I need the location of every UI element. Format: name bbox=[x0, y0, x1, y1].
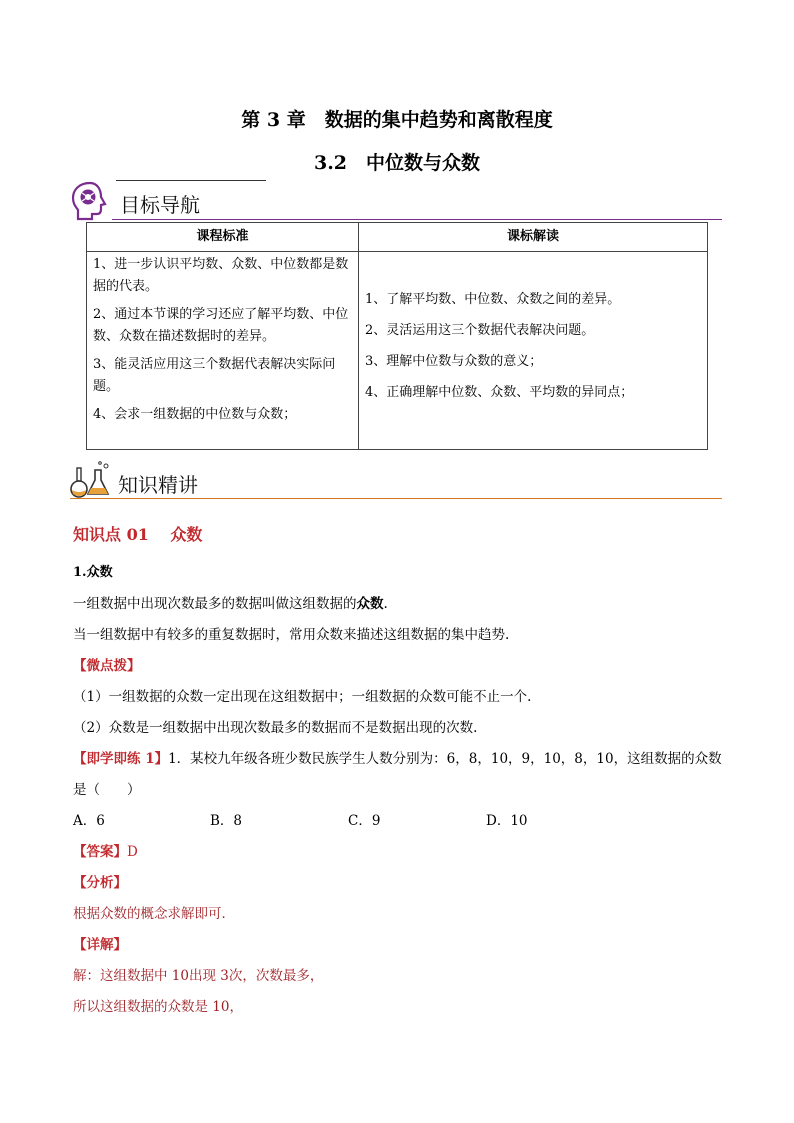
table-row bbox=[87, 252, 708, 450]
interpretation-item: 3、理解中位数与众数的意义； bbox=[365, 353, 543, 369]
standard-item: 4、会求一组数据的中位数与众数； bbox=[93, 407, 297, 422]
goals-section-header bbox=[70, 180, 722, 222]
goals-table bbox=[86, 222, 708, 450]
table-header-interpretation: 课标解读 bbox=[359, 223, 708, 252]
goals-heading: 目标导航 bbox=[120, 193, 200, 217]
analysis-text: 根据众数的概念求解即可． bbox=[73, 906, 235, 922]
flask-icon bbox=[70, 460, 112, 500]
header-top-rule bbox=[116, 180, 266, 181]
exercise-text-continued: 是（ ） bbox=[73, 782, 141, 798]
interpretation-item: 4、正确理解中位数、众数、平均数的异同点； bbox=[365, 384, 634, 400]
answer-label: 【答案】 bbox=[73, 844, 127, 860]
exercise-label: 【即学即练 1】 bbox=[73, 751, 169, 767]
detail-line-1: 解：这组数据中 10出现 3次，次数最多， bbox=[73, 968, 324, 984]
exercise-text: 1．某校九年级各班少数民族学生人数分别为：6，8，10，9，10，8，10，这组数据的众数 bbox=[168, 751, 722, 767]
exercise-line bbox=[73, 747, 722, 767]
knowledge-point-title: 知识点 01 众数 bbox=[73, 525, 203, 544]
definition-1-term: 众数 bbox=[356, 596, 384, 612]
interpretation-item: 2、灵活运用这三个数据代表解决问题。 bbox=[365, 322, 595, 338]
definition-1 bbox=[73, 592, 388, 612]
tip-2: （2）众数是一组数据中出现次数最多的数据而不是数据出现的次数. bbox=[73, 720, 478, 736]
goals-rule bbox=[112, 219, 722, 220]
definition-1-text: 一组数据中出现次数最多的数据叫做这组数据的 bbox=[73, 596, 357, 612]
standard-item: 1、进一步认识平均数、众数、中位数都是数据的代表。 bbox=[93, 257, 349, 294]
tip-label: 【微点拨】 bbox=[73, 658, 141, 674]
interpretation-item: 1、了解平均数、中位数、众数之间的差异。 bbox=[365, 291, 621, 307]
detail-line-2: 所以这组数据的众数是 10， bbox=[73, 999, 243, 1015]
answer-line bbox=[73, 840, 138, 860]
standard-item: 3、能灵活应用这三个数据代表解决实际问题。 bbox=[93, 357, 336, 394]
standard-cell bbox=[87, 252, 359, 450]
knowledge-rule bbox=[70, 498, 722, 499]
brain-gear-icon bbox=[70, 180, 110, 222]
analysis-label: 【分析】 bbox=[73, 875, 127, 891]
option-d: D．10 bbox=[486, 813, 528, 829]
table-header-row bbox=[87, 223, 708, 252]
standard-item: 2、通过本节课的学习还应了解平均数、中位数、众数在描述数据时的差异。 bbox=[93, 307, 349, 344]
section-title: 3.2 中位数与众数 bbox=[313, 152, 481, 174]
answer-value: D bbox=[127, 844, 138, 860]
knowledge-section-header bbox=[70, 460, 722, 502]
knowledge-heading: 知识精讲 bbox=[118, 473, 198, 497]
interpretation-cell bbox=[359, 252, 708, 450]
definition-1-end: . bbox=[383, 596, 388, 612]
sub-title: 1.众数 bbox=[73, 565, 113, 580]
option-a: A．6 bbox=[73, 813, 105, 829]
option-b: B．8 bbox=[210, 813, 243, 829]
definition-2: 当一组数据中有较多的重复数据时，常用众数来描述这组数据的集中趋势. bbox=[73, 627, 510, 643]
table-header-standard: 课程标准 bbox=[87, 223, 359, 252]
option-c: C．9 bbox=[348, 813, 381, 829]
tip-1: （1）一组数据的众数一定出现在这组数据中；一组数据的众数可能不止一个. bbox=[73, 689, 532, 705]
chapter-title: 第 3 章 数据的集中趋势和离散程度 bbox=[241, 109, 553, 131]
detail-label: 【详解】 bbox=[73, 937, 127, 953]
